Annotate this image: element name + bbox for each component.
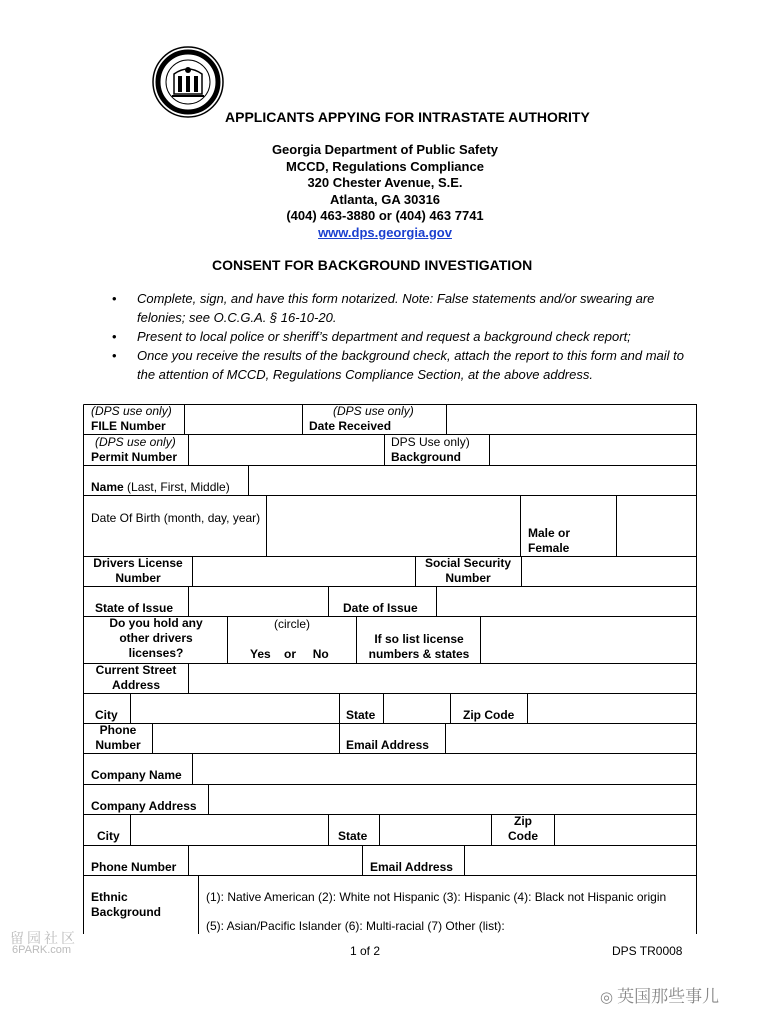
wechat-icon: ◎ bbox=[600, 989, 614, 1006]
division-name: MCCD, Regulations Compliance bbox=[286, 158, 484, 174]
zip-code-label: Zip Code bbox=[463, 708, 515, 722]
watermark-wechat: ◎ 英国那些事儿 bbox=[600, 987, 720, 1006]
date-of-birth-label: Date Of Birth (month, day, year) bbox=[91, 511, 261, 525]
company-email-field[interactable] bbox=[465, 846, 695, 874]
page-number: 1 of 2 bbox=[350, 944, 381, 958]
dps-use-label: (DPS use only) bbox=[91, 404, 172, 418]
instruction-item: • Once you receive the results of the background check, attach the report to this form and mail to the attention of MCCD, Regulations Compliance Section, at the above address. bbox=[112, 348, 685, 382]
company-address-label: Company Address bbox=[91, 799, 197, 813]
watermark-6park-url: 6PARK.com bbox=[12, 944, 72, 956]
georgia-state-seal bbox=[152, 46, 224, 118]
agency-address-block bbox=[0, 142, 770, 241]
form-title: APPLICANTS APPYING FOR INTRASTATE AUTHORITY bbox=[225, 109, 590, 125]
company-phone-label: Phone Number bbox=[91, 860, 177, 874]
agency-name: Georgia Department of Public Safety bbox=[271, 142, 499, 157]
drivers-license-field[interactable] bbox=[193, 557, 414, 585]
company-city-label: City bbox=[97, 829, 120, 843]
city-state-zip: Atlanta, GA 30316 bbox=[329, 191, 441, 207]
email-address-label: Email Address bbox=[346, 738, 429, 752]
current-street-label: Current Street Address bbox=[95, 663, 177, 692]
file-number-label: FILE Number bbox=[91, 419, 166, 433]
instruction-item: • Present to local police or sheriff’s department and request a background check report; bbox=[112, 329, 631, 344]
permit-number-label: Permit Number bbox=[91, 450, 178, 464]
website-link[interactable]: www.dps.georgia.gov bbox=[318, 224, 452, 240]
ethnic-background-label: Ethnic Background bbox=[91, 890, 162, 919]
company-zip-field[interactable] bbox=[555, 815, 695, 844]
state-of-issue-label: State of Issue bbox=[95, 601, 174, 615]
street-address: 320 Chester Avenue, S.E. bbox=[307, 175, 463, 190]
drivers-license-label: Drivers License Number bbox=[93, 556, 183, 585]
date-of-issue-label: Date of Issue bbox=[343, 601, 418, 615]
state-of-issue-field[interactable] bbox=[189, 587, 327, 615]
file-number-field[interactable] bbox=[185, 405, 301, 433]
date-of-birth-field[interactable] bbox=[267, 496, 519, 555]
name-field[interactable] bbox=[249, 466, 695, 494]
consent-title: CONSENT FOR BACKGROUND INVESTIGATION bbox=[212, 257, 533, 273]
company-state-field[interactable] bbox=[380, 815, 490, 844]
ethnic-options-line-1: (1): Native American (2): White not Hispanic (3): Hispanic (4): Black not Hispanic origin bbox=[206, 890, 667, 904]
city-field[interactable] bbox=[131, 694, 338, 722]
yes-no-choice[interactable]: Yes or No bbox=[250, 647, 329, 661]
background-label: Background bbox=[391, 450, 462, 464]
phone-number-field[interactable] bbox=[153, 724, 338, 752]
company-zip-label: Zip Code bbox=[508, 814, 538, 843]
date-received-label: Date Received bbox=[309, 419, 392, 433]
company-address-field[interactable] bbox=[209, 785, 695, 813]
state-field[interactable] bbox=[384, 694, 449, 722]
form-code: DPS TR0008 bbox=[612, 944, 683, 958]
dps-use-label: DPS Use only) bbox=[391, 435, 470, 449]
instruction-item: • Complete, sign, and have this form notarized. Note: False statements and/or swearing are felonies; see O.C.G.A. § 16-10-20. bbox=[112, 291, 655, 325]
current-street-field[interactable] bbox=[189, 664, 695, 692]
dps-use-label: (DPS use only) bbox=[95, 435, 176, 449]
permit-number-field[interactable] bbox=[189, 435, 383, 464]
company-state-label: State bbox=[338, 829, 368, 843]
city-label: City bbox=[95, 708, 118, 722]
gender-field[interactable] bbox=[617, 496, 695, 555]
date-of-issue-field[interactable] bbox=[437, 587, 695, 615]
name-label: Name (Last, First, Middle) bbox=[91, 480, 230, 494]
list-license-field[interactable] bbox=[481, 617, 695, 662]
phone-number-label: Phone Number bbox=[95, 723, 141, 752]
social-security-label: Social Security Number bbox=[424, 556, 512, 585]
ethnic-options-line-2[interactable]: (5): Asian/Pacific Islander (6): Multi-racial (7) Other (list): bbox=[206, 919, 505, 933]
other-licenses-label: Do you hold any other drivers licenses? bbox=[109, 616, 203, 660]
instruction-list bbox=[112, 289, 692, 384]
background-field[interactable] bbox=[490, 435, 695, 464]
company-phone-field[interactable] bbox=[189, 846, 361, 874]
list-license-label: If so list license numbers & states bbox=[368, 632, 470, 661]
zip-code-field[interactable] bbox=[528, 694, 695, 722]
email-address-field[interactable] bbox=[446, 724, 695, 752]
social-security-field[interactable] bbox=[522, 557, 695, 585]
watermark-6park: 留园社区 bbox=[10, 930, 78, 946]
company-city-field[interactable] bbox=[131, 815, 327, 844]
date-received-field[interactable] bbox=[447, 405, 695, 433]
background-form bbox=[83, 404, 697, 934]
dps-use-label: (DPS use only) bbox=[333, 404, 414, 418]
circle-instruction: (circle) bbox=[274, 617, 310, 631]
company-email-label: Email Address bbox=[370, 860, 453, 874]
phone-numbers: (404) 463-3880 or (404) 463 7741 bbox=[286, 208, 484, 223]
company-name-field[interactable] bbox=[193, 754, 695, 783]
state-label: State bbox=[346, 708, 376, 722]
company-name-label: Company Name bbox=[91, 768, 182, 782]
gender-label: Male or Female bbox=[528, 526, 571, 555]
